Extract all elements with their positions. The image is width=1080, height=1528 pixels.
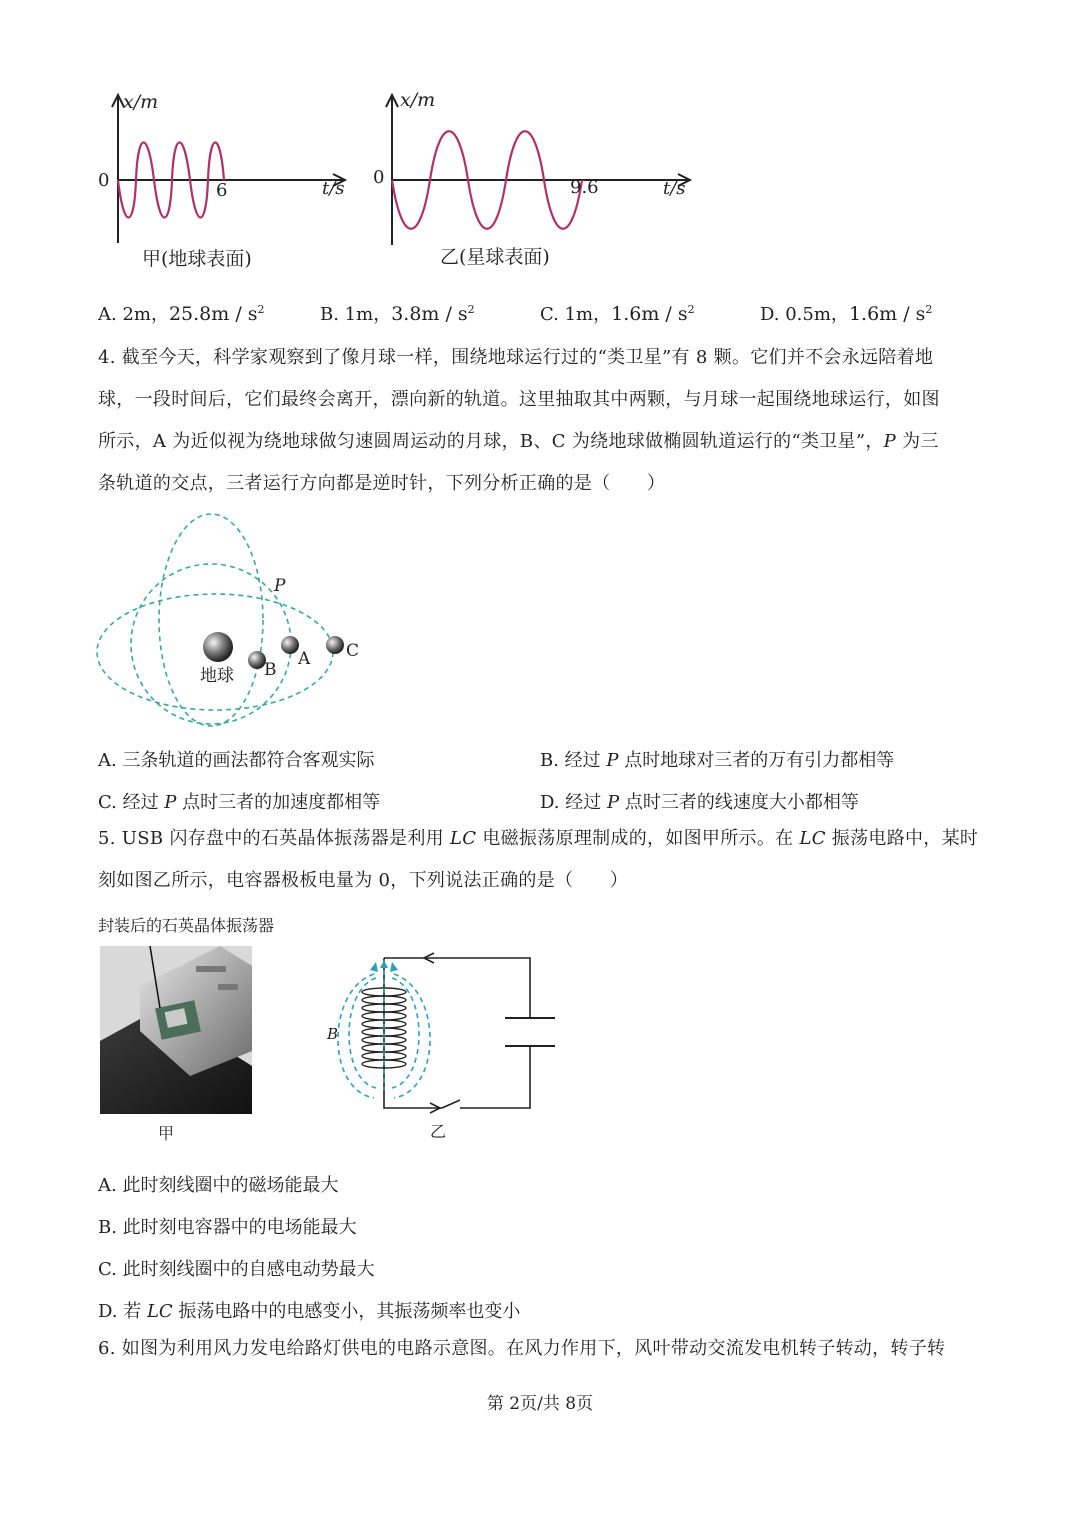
q5-lc-1: LC: [449, 828, 477, 849]
option-prefix: C. 1m，: [540, 304, 612, 325]
field-label-b: B: [327, 1025, 339, 1043]
q5-option-c[interactable]: C. 此时刻线圈中的自感电动势最大: [98, 1259, 375, 1280]
q5-line-2: 刻如图乙所示，电容器极板电量为 0，下列说法正确的是（ ）: [98, 870, 629, 891]
option-value: 3.8m / s: [391, 303, 468, 325]
option-prefix: D. 0.5m，: [760, 304, 849, 325]
option-value: 25.8m / s: [168, 303, 258, 325]
q3-option-b[interactable]: [320, 300, 475, 326]
option-exp: 2: [467, 303, 475, 316]
opt-p: P: [606, 792, 620, 813]
opt-post: 点时三者的线速度大小都相等: [619, 792, 859, 813]
orbit-b: [159, 514, 263, 726]
left-caption: 甲(地球表面): [142, 248, 252, 270]
left-ylabel: x/m: [123, 91, 159, 113]
left-xlabel: t/s: [322, 178, 345, 199]
left-zero: 0: [98, 170, 110, 191]
right-xlabel: t/s: [663, 178, 686, 199]
earth-ball: [203, 632, 233, 662]
q3-option-d[interactable]: [760, 300, 932, 326]
q5-line-1-c: 振荡电路中，某时: [825, 828, 979, 849]
q4-option-d[interactable]: [540, 788, 859, 814]
q5-stem: [98, 818, 988, 902]
q6-line-1: 6. 如图为利用风力发电给路灯供电的电路示意图。在风力作用下，风叶带动交流发电机转子转动，转子转: [98, 1338, 946, 1359]
option-prefix: B. 1m，: [320, 304, 392, 325]
fig-label-a: A: [298, 649, 311, 669]
q4-line-3-a: 所示，A 为近似视为绕地球做匀速圆周运动的月球，B、C 为绕地球做椭圆轨道运行的“类卫星”，: [98, 431, 884, 452]
option-value: 1.6m / s: [611, 303, 688, 325]
q5-option-a[interactable]: A. 此时刻线圈中的磁场能最大: [98, 1175, 339, 1196]
q3-option-c[interactable]: [540, 300, 695, 326]
q4-point-p: P: [883, 431, 897, 452]
caption-jia: 甲: [158, 1124, 175, 1143]
right-ylabel: x/m: [400, 89, 436, 111]
q5-line-1: [98, 818, 988, 860]
right-tick: 9.6: [570, 177, 599, 198]
q5-lc-2: LC: [799, 828, 826, 849]
q6-stem: [98, 1328, 988, 1370]
q5-line-1-a: 5. USB 闪存盘中的石英晶体振荡器是利用: [98, 828, 450, 849]
opt-post: 点时三者的加速度都相等: [176, 792, 381, 813]
q3-option-a[interactable]: [98, 300, 265, 326]
satellite-c-ball: [326, 636, 344, 654]
moon-a-ball: [281, 636, 299, 654]
switch: [442, 1100, 460, 1108]
q5-line-1-b: 电磁振荡原理制成的，如图甲所示。在: [476, 828, 800, 849]
opt-pre: D. 经过: [540, 792, 607, 813]
fig-label-b: B: [264, 660, 277, 680]
option-prefix: A. 2m，: [98, 304, 169, 325]
option-exp: 2: [925, 303, 933, 316]
left-tick: 6: [216, 180, 228, 201]
q4-option-c[interactable]: [98, 788, 380, 814]
wire-bottom-right: [460, 1046, 530, 1108]
caption-yi: 乙: [430, 1122, 447, 1141]
option-exp: 2: [687, 303, 695, 316]
option-value: 1.6m / s: [848, 303, 926, 325]
opt-pre: D. 若: [98, 1301, 147, 1322]
q4-line-3-b: 为三: [896, 431, 939, 452]
q4-option-b[interactable]: [540, 746, 894, 772]
q4-line-3: [98, 421, 988, 463]
q5-option-d[interactable]: [98, 1297, 520, 1323]
fig-label-p: P: [274, 576, 286, 596]
opt-post: 振荡电路中的电感变小，其振荡频率也变小: [172, 1301, 521, 1322]
opt-pre: B. 经过: [540, 750, 607, 771]
q4-line-4: 条轨道的交点，三者运行方向都是逆时针，下列分析正确的是（ ）: [98, 473, 666, 494]
opt-pre: C. 经过: [98, 792, 165, 813]
q4-stem: [98, 337, 988, 505]
right-caption: 乙(星球表面): [440, 246, 550, 268]
magnetic-field-lines: [338, 970, 430, 1098]
q4-line-1: 4. 截至今天，科学家观察到了像月球一样，围绕地球运行过的“类卫星”有 8 颗。它们并不会永远陪着地: [98, 347, 934, 368]
opt-p: P: [606, 750, 619, 771]
wire-left: [384, 958, 442, 1108]
usb-figure-label: 封装后的石英晶体振荡器: [98, 916, 275, 935]
usb-photo: [100, 946, 252, 1114]
opt-lc: LC: [146, 1301, 173, 1322]
fig-label-earth: 地球: [200, 666, 234, 686]
right-zero: 0: [373, 167, 385, 188]
q4-line-2: 球，一段时间后，它们最终会离开，漂向新的轨道。这里抽取其中两颗，与月球一起围绕地球运行，如图: [98, 389, 940, 410]
page-number: 第 2页/共 8页: [486, 1394, 594, 1414]
q4-orbit-figure: [95, 510, 385, 730]
option-exp: 2: [257, 303, 265, 316]
lc-circuit: [330, 950, 570, 1120]
q5-option-b[interactable]: B. 此时刻电容器中的电场能最大: [98, 1217, 357, 1238]
opt-p: P: [164, 792, 177, 813]
fig-label-c: C: [346, 641, 360, 661]
opt-post: 点时地球对三者的万有引力都相等: [618, 750, 895, 771]
q4-option-a[interactable]: A. 三条轨道的画法都符合客观实际: [98, 750, 375, 771]
